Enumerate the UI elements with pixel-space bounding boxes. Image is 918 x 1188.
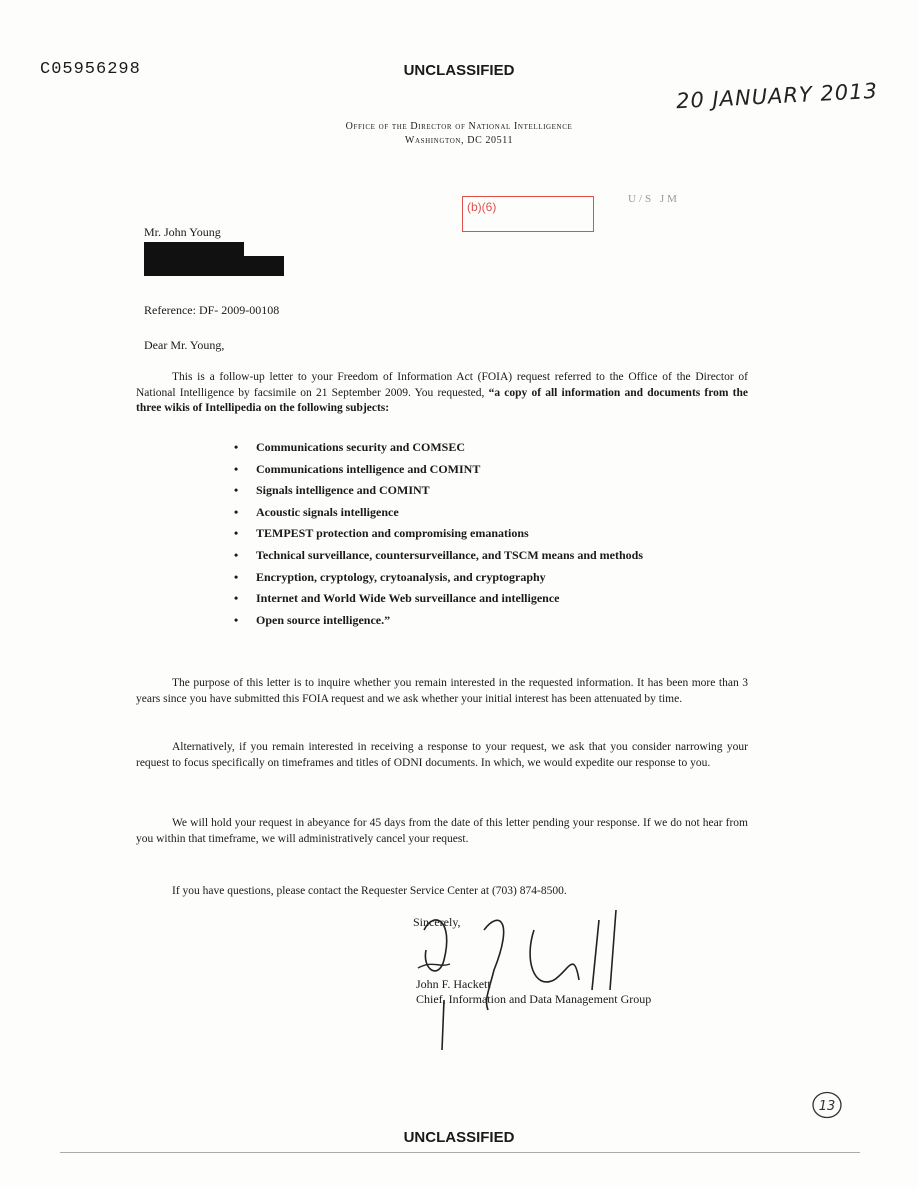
redaction-label: (b)(6) <box>467 200 497 214</box>
page-number-circle <box>810 1088 844 1122</box>
classification-footer: UNCLASSIFIED <box>403 1129 515 1146</box>
closing: Sincerely, <box>413 915 461 929</box>
list-item: • Communications intelligence and COMINT <box>232 462 732 477</box>
redaction-bar <box>144 242 244 256</box>
list-item: • Communications security and COMSEC <box>232 440 732 455</box>
footer-divider <box>60 1152 860 1153</box>
abeyance-paragraph <box>136 816 748 847</box>
list-item: • Open source intelligence.” <box>232 613 732 628</box>
list-item: • Acoustic signals intelligence <box>232 505 732 520</box>
intro-quote: “a copy of all information and documents from the three wikis of Intellipedia on the following subjects: <box>136 386 748 414</box>
handwritten-signature <box>404 890 664 1050</box>
document-id: C05956298 <box>40 60 141 79</box>
purpose-paragraph <box>136 676 748 707</box>
faint-stamp: U/S JM <box>628 193 680 205</box>
letterhead-city: Washington, DC 20511 <box>404 135 514 146</box>
list-item: • Signals intelligence and COMINT <box>232 483 732 498</box>
alternative-text: Alternatively, if you remain interested in receiving a response to your request, we ask that you consider narrowing your request to focus specifically on timeframes and titles of ODNI documents. In which, we would expedite our response to you. <box>136 741 748 769</box>
signer-title: Chief, Information and Data Management Group <box>416 992 652 1006</box>
handwritten-date: 20 JANUARY 2013 <box>675 78 879 114</box>
salutation: Dear Mr. Young, <box>144 338 225 352</box>
list-item: • Internet and World Wide Web surveillance and intelligence <box>232 591 732 606</box>
intro-paragraph <box>136 370 748 417</box>
list-item: • Technical surveillance, countersurveillance, and TSCM means and methods <box>232 548 732 563</box>
letterhead <box>0 120 918 148</box>
alternative-paragraph <box>136 740 748 771</box>
classification-header: UNCLASSIFIED <box>403 62 515 79</box>
intro-text: This is a follow-up letter to your Freedom of Information Act (FOIA) request referred to the Office of the Director of National Intelligence by facsimile on 21 September 2009. You requested, <box>136 371 748 399</box>
page-number: 13 <box>818 1099 836 1114</box>
redaction-bar <box>144 256 284 276</box>
questions-text: If you have questions, please contact the Requester Service Center at (703) 874-8500. <box>172 885 567 897</box>
redaction-box <box>462 196 594 232</box>
addressee-name: Mr. John Young <box>144 225 221 239</box>
reference-line: Reference: DF- 2009-00108 <box>144 303 280 317</box>
purpose-text: The purpose of this letter is to inquire whether you remain interested in the requested information. It has been more than 3 years since you have submitted this FOIA request and we ask whether your initial interest has been attenuated by time. <box>136 677 748 705</box>
list-item: • Encryption, cryptology, crytoanalysis, and cryptography <box>232 570 732 585</box>
signer-name: John F. Hackett <box>416 977 491 991</box>
list-item: • TEMPEST protection and compromising emanations <box>232 526 732 541</box>
letterhead-office: Office of the Director of National Intelligence <box>345 121 573 132</box>
abeyance-text: We will hold your request in abeyance for 45 days from the date of this letter pending your response. If we do not hear from you within that timeframe, we will administratively cancel your request. <box>136 817 748 845</box>
subject-list <box>232 440 732 634</box>
